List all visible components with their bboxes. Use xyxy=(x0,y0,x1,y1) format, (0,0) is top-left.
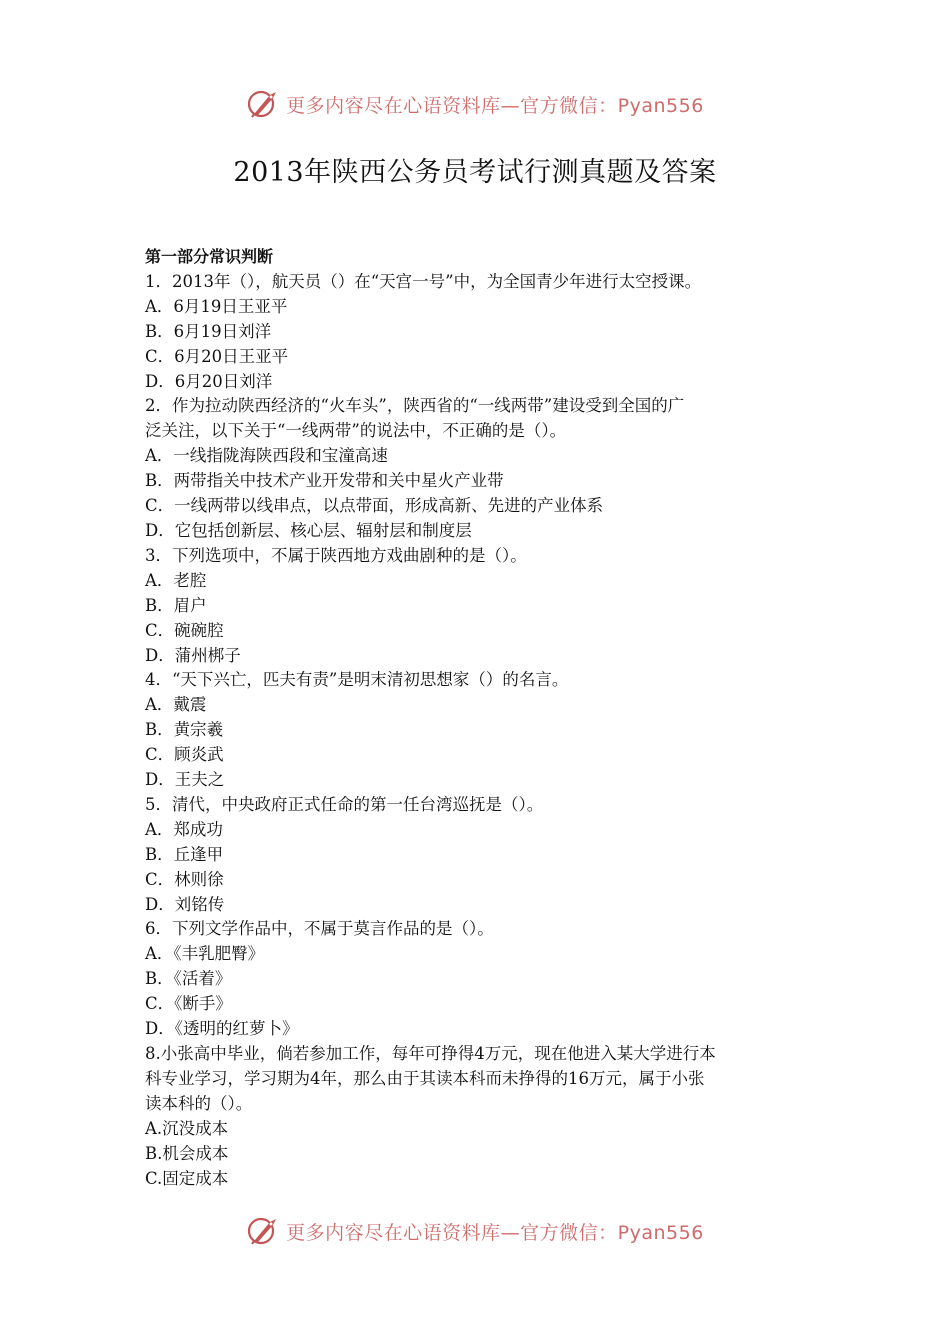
text-line: B.机会成本 xyxy=(145,1143,229,1163)
text-line: D．蒲州梆子 xyxy=(145,645,241,665)
text-line: C．一线两带以线串点，以点带面，形成高新、先进的产业体系 xyxy=(145,496,604,516)
text-line: B．6月19日刘洋 xyxy=(145,321,272,341)
text-line: C．《断手》 xyxy=(145,994,232,1014)
pen-nib-logo-icon xyxy=(246,1213,282,1249)
text-line: 6．下列文学作品中，不属于莫言作品的是（）。 xyxy=(145,919,494,939)
text-line: 5．清代，中央政府正式任命的第一任台湾巡抚是（）。 xyxy=(145,794,544,814)
pen-nib-logo-icon xyxy=(246,86,282,122)
text-line: 8.小张高中毕业，倘若参加工作，每年可挣得4万元，现在他进入某大学进行本 xyxy=(145,1044,716,1063)
text-line: C．碗碗腔 xyxy=(145,620,224,640)
text-line: A．戴震 xyxy=(145,695,207,715)
text-line: B．两带指关中技术产业开发带和关中星火产业带 xyxy=(145,471,504,491)
footer-banner xyxy=(0,1211,950,1251)
text-line: A．老腔 xyxy=(145,570,207,590)
text-line: A．一线指陇海陕西段和宝潼高速 xyxy=(145,446,388,466)
page-title: 2013年陕西公务员考试行测真题及答案 xyxy=(233,157,717,188)
text-line: 4．“天下兴亡，匹夫有责”是明末清初思想家（）的名言。 xyxy=(145,670,569,690)
text-line: 泛关注，以下关于“一线两带”的说法中，不正确的是（）。 xyxy=(145,421,567,441)
text-line: C.固定成本 xyxy=(145,1168,229,1188)
text-line: 1．2013年（），航天员（）在“天宫一号”中，为全国青少年进行太空授课。 xyxy=(145,271,702,291)
text-line: A．《丰乳肥臀》 xyxy=(145,944,265,964)
text-line: B．黄宗羲 xyxy=(145,720,224,740)
text-line: 3．下列选项中，不属于陕西地方戏曲剧种的是（）。 xyxy=(145,545,527,565)
text-line: C．6月20日王亚平 xyxy=(145,346,289,366)
question-body xyxy=(145,245,810,1191)
text-line: D．它包括创新层、核心层、辐射层和制度层 xyxy=(145,520,472,540)
text-line: D．6月20日刘洋 xyxy=(145,371,273,391)
text-line: A.沉没成本 xyxy=(145,1118,229,1138)
section-heading: 第一部分常识判断 xyxy=(145,247,274,266)
text-line: A．6月19日王亚平 xyxy=(145,296,288,316)
text-line: B．《活着》 xyxy=(145,969,232,989)
text-line: 科专业学习，学习期为4年，那么由于其读本科而未挣得的16万元，属于小张 xyxy=(145,1068,705,1088)
banner-text: 更多内容尽在心语资料库—官方微信：Pyan556 xyxy=(286,1221,704,1244)
text-line: D．刘铭传 xyxy=(145,894,225,914)
text-line: 读本科的（）。 xyxy=(145,1093,253,1113)
text-line: D．《透明的红萝卜》 xyxy=(145,1019,299,1039)
banner-text: 更多内容尽在心语资料库—官方微信：Pyan556 xyxy=(286,94,704,117)
text-line: C．林则徐 xyxy=(145,869,224,889)
text-line: B．丘逢甲 xyxy=(145,844,224,864)
text-line: 2．作为拉动陕西经济的“火车头”，陕西省的“一线两带”建设受到全国的广 xyxy=(145,396,685,416)
header-banner xyxy=(0,84,950,124)
text-line: B．眉户 xyxy=(145,595,207,615)
text-line: D．王夫之 xyxy=(145,770,225,790)
text-line: C．顾炎武 xyxy=(145,745,224,765)
text-line: A．郑成功 xyxy=(145,819,223,839)
